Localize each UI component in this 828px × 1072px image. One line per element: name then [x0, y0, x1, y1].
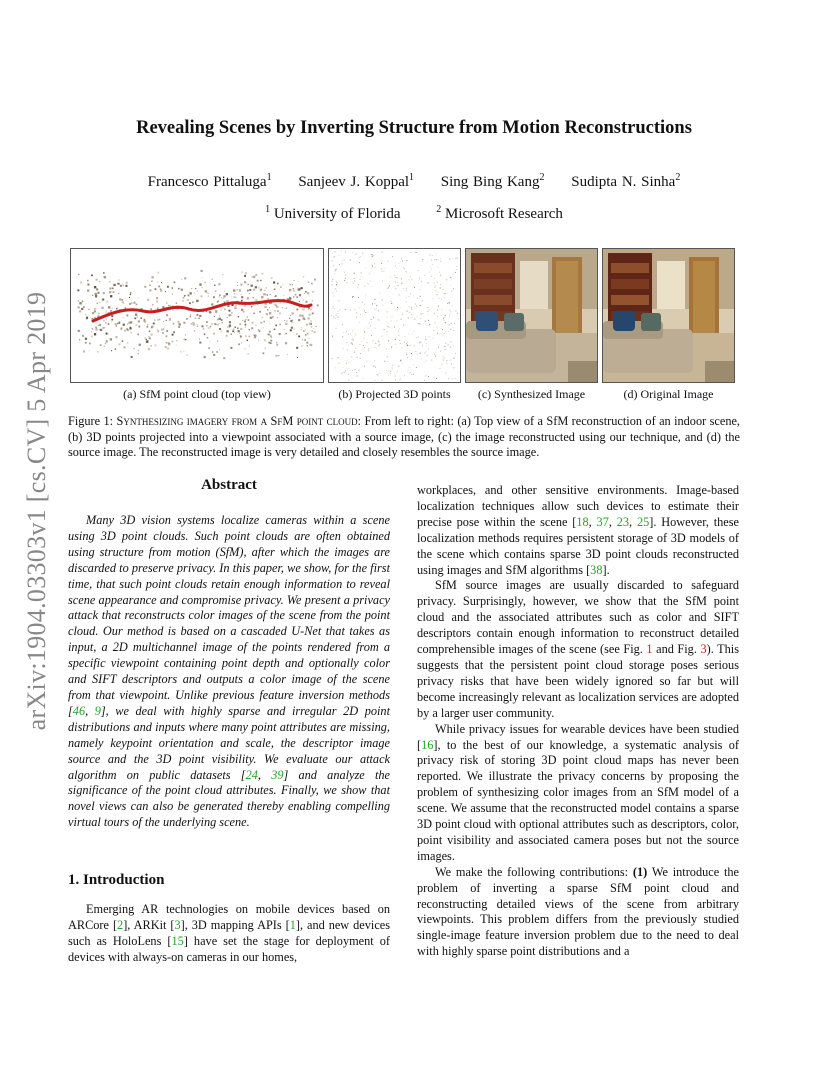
- citation-link[interactable]: 1: [289, 917, 296, 932]
- figure-ref-link[interactable]: 3: [700, 642, 707, 657]
- abstract-heading: Abstract: [201, 477, 257, 493]
- synthesized-room-image: [466, 249, 597, 382]
- figure-panel-original: [602, 248, 735, 383]
- panel-caption-d: (d) Original Image: [623, 387, 714, 401]
- author: Sing Bing Kang$^2$: [440, 172, 545, 190]
- citation-link[interactable]: 46: [72, 703, 86, 718]
- section-heading-introduction: 1. Introduction: [68, 872, 165, 888]
- abstract-body: Many 3D vision systems localize cameras within a scene using 3D point clouds. Such point clouds are often obtained using structure from motion (SfM), after which the images are discarded to preserve privacy. In this paper, we show, for the first time, that such point clouds retain enough information to reveal scene appearance and compromise privacy. We present a privacy attack that reconstructs color images of the scene from the point cloud. Our method is based on a cascaded U-Net that takes as input, a 2D multichannel image of the points rendered from a specific viewpoint containing point depth and optionally color and SIFT descriptors and outputs a color image of the scene from that viewpoint. Unlike previous feature inversion methods [46, 9], we deal with highly sparse and irregular 2D point distributions and inputs where many point attributes are missing, namely keypoint orientation and scale, the descriptor image source and the 3D point visibility. We evaluate our attack algorithm on public datasets [24, 39] and analyze the significance of the point cloud attributes. Finally, we show that novel views can also be generated thereby enabling compelling virtual tours of the underlying scene.: [68, 513, 390, 830]
- author-list: [0, 172, 828, 191]
- citation-link[interactable]: 9: [94, 703, 101, 718]
- paragraph: workplaces, and other sensitive environments. Image-based localization techniques allow such devices to estimate their precise pose within the scene [18, 37, 23, 25]. However, these localization methods requires persistent storage of 3D models of the scene which contains sparse 3D point clouds reconstructed using images and SfM algorithms [38].: [417, 483, 739, 577]
- arxiv-identifier: arXiv:1904.03303v1 [cs.CV] 5 Apr 2019: [22, 291, 51, 731]
- citation-link[interactable]: 18: [576, 514, 589, 529]
- paragraph: While privacy issues for wearable devices have been studied [16], to the best of our knowledge, a systematic analysis of privacy risk of storing 3D point cloud maps has never been reported. We illustrate the privacy concerns by proposing the problem of synthesizing color images from an SfM model of a scene. We assume that the reconstructed model contains a sparse 3D point cloud with optional attributes such as descriptors, color, point visibility and associated camera poses but not the source images.: [417, 721, 739, 863]
- paragraph: SfM source images are usually discarded to safeguard privacy. Surprisingly, however, we show that the SfM point cloud and the associated attributes such as color and SIFT descriptors contain enough information to reconstruct detailed comprehensible images of the scene (see Fig. 1 and Fig. 3). This suggests that the persistent point cloud storage poses serious privacy risks that have been widely ignored so far but will become increasingly relevant as localization services are adopted by a larger user community.: [417, 578, 739, 720]
- projected-points-image: [329, 249, 460, 382]
- introduction-body: Emerging AR technologies on mobile devices based on ARCore [2], ARKit [3], 3D mapping APIs [1], and new devices such as HoloLens [15] have set the stage for deployment of devices with always-on cameras in our homes,: [68, 902, 391, 964]
- affiliation: $^2$ Microsoft Research: [436, 204, 563, 222]
- citation-link[interactable]: 23: [616, 514, 630, 529]
- citation-link[interactable]: 2: [117, 917, 124, 932]
- citation-link[interactable]: 24: [245, 767, 258, 782]
- paper-title: Revealing Scenes by Inverting Structure from Motion Reconstructions: [136, 118, 692, 138]
- figure-panel-synthesized: [465, 248, 598, 383]
- panel-caption-c: (c) Synthesized Image: [477, 387, 586, 401]
- original-room-image: [603, 249, 734, 382]
- affiliation-list: [0, 204, 828, 223]
- paragraph: We make the following contributions: (1) We introduce the problem of inverting a sparse SfM point cloud and reconstructing detailed views of the scene from arbitrary viewpoints. This problem differs from the previously studied single-image feature inversion problem due to the need to deal with highly sparse point distributions and a: [417, 864, 739, 959]
- citation-link[interactable]: 16: [421, 737, 434, 752]
- figure-caption: Figure 1: Synthesizing imagery from a SfM point cloud: From left to right: (a) Top view of a SfM reconstruction of an indoor scene, (b) 3D points projected into a viewpoint associated with a source image, (c) the image reconstructed using our technique, and (d) the source image. The reconstructed image is very detailed and closely resembles the source image.: [68, 414, 740, 459]
- panel-caption-b: (b) Projected 3D points: [338, 387, 451, 401]
- figure-panel-sfm-top-view: [70, 248, 324, 383]
- citation-link[interactable]: 39: [271, 767, 284, 782]
- figure-panel-projected-points: [328, 248, 461, 383]
- figure-ref-link[interactable]: 1: [646, 642, 653, 657]
- citation-link[interactable]: 15: [171, 933, 184, 948]
- citation-link[interactable]: 37: [596, 514, 609, 529]
- panel-caption-a: (a) SfM point cloud (top view): [123, 387, 271, 401]
- author: Francesco Pittaluga$^1$: [147, 172, 272, 190]
- right-column-body: [417, 483, 739, 960]
- affiliation: $^1$ University of Florida: [265, 204, 401, 222]
- citation-link[interactable]: 3: [174, 917, 181, 932]
- citation-link[interactable]: 25: [636, 514, 650, 529]
- point-cloud-image: [71, 249, 323, 382]
- author: Sanjeev J. Koppal$^1$: [298, 172, 415, 190]
- citation-link[interactable]: 38: [590, 562, 603, 577]
- author: Sudipta N. Sinha$^2$: [571, 172, 681, 190]
